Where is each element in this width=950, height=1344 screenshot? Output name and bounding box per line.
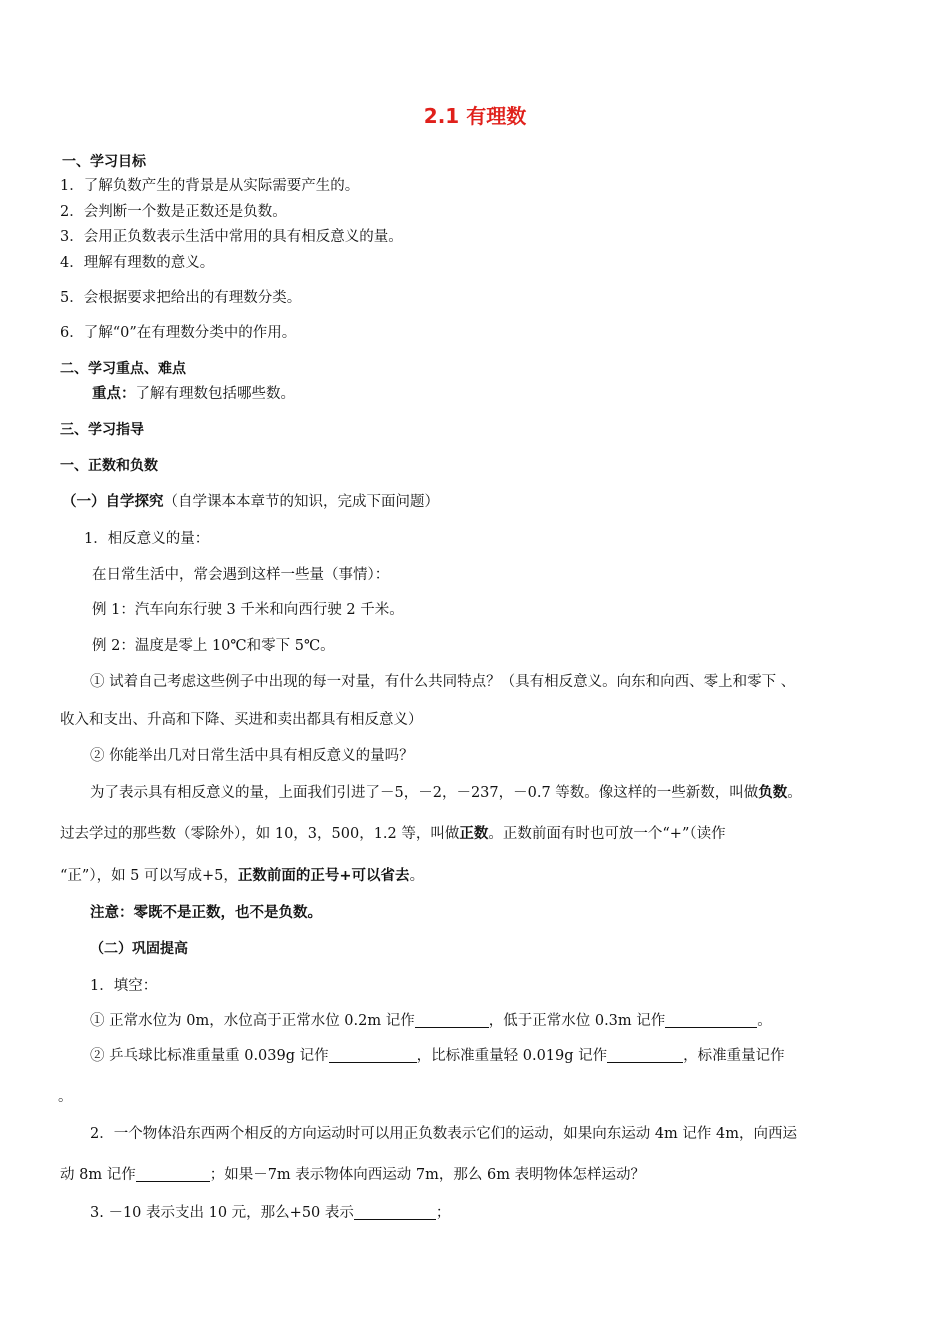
question-text: ② 乒乓球比标准重量重 0.039g 记作: [90, 1048, 329, 1064]
question-text: ；如果－7m 表示物体向西运动 7m，那么 6m 表明物体怎样运动？: [209, 1167, 646, 1183]
question-line: [90, 1203, 450, 1223]
example-1: 例 1：汽车向东行驶 3 千米和向西行驶 2 千米。: [92, 602, 404, 618]
objective-item: 6．了解“0”在有理数分类中的作用。: [60, 325, 297, 341]
bold-statement: 正数前面的正号+可以省去: [237, 868, 410, 884]
explore-line: [62, 492, 439, 512]
paragraph-text: 为了表示具有相反意义的量，上面我们引进了－5，－2，－237，－0.7 等数。像这样的一些新数，叫做: [90, 785, 759, 801]
paragraph: [90, 783, 802, 803]
paragraph: ② 你能举出几对日常生活中具有相反意义的量吗？: [90, 748, 414, 764]
question-text: ，低于正常水位 0.3m 记作: [488, 1013, 666, 1029]
page-title: 2.1 有理数: [423, 104, 527, 128]
answer-blank[interactable]: [354, 1204, 436, 1220]
explore-note: （自学课本本章节的知识，完成下面问题）: [163, 494, 439, 510]
example-2: 例 2：温度是零上 10℃和零下 5℃。: [92, 638, 335, 654]
subsection-heading-practice: （二）巩固提高: [90, 941, 188, 957]
objective-item: 1．了解负数产生的背景是从实际需要产生的。: [60, 178, 360, 194]
objective-item: 4．理解有理数的意义。: [60, 255, 215, 271]
section-heading-objectives: 一、学习目标: [62, 154, 146, 170]
question-line: [60, 1165, 645, 1185]
question-title: 1．相反意义的量：: [84, 531, 210, 547]
subsection-heading-numbers: 一、正数和负数: [60, 458, 158, 474]
question-text: 动 8m 记作: [60, 1167, 136, 1183]
answer-blank[interactable]: [136, 1166, 210, 1182]
objective-item: 3．会用正负数表示生活中常用的具有相反意义的量。: [60, 229, 403, 245]
paragraph: 收入和支出、升高和下降、买进和卖出都具有相反意义）: [60, 712, 423, 728]
paragraph: [60, 824, 726, 844]
question-text: ；: [435, 1205, 451, 1221]
paragraph-text: “正”），如 5 可以写成+5，: [60, 868, 238, 884]
answer-blank[interactable]: [607, 1047, 683, 1063]
paragraph: 在日常生活中，常会遇到这样一些量（事情）：: [92, 567, 390, 583]
answer-blank[interactable]: [665, 1012, 757, 1028]
question-text: 3. －10 表示支出 10 元，那么+50 表示: [90, 1205, 354, 1221]
question-title: 1．填空：: [90, 978, 158, 994]
question-text: ，比标准重量轻 0.019g 记作: [416, 1048, 608, 1064]
objective-item: 2．会判断一个数是正数还是负数。: [60, 204, 287, 220]
section-heading-keypoints: 二、学习重点、难点: [60, 361, 186, 377]
explore-label: （一）自学探究: [62, 494, 164, 510]
question-text: ① 正常水位为 0m，水位高于正常水位 0.2m 记作: [90, 1013, 415, 1029]
paragraph-text: 。: [787, 785, 802, 801]
answer-blank[interactable]: [329, 1047, 417, 1063]
note: 注意：零既不是正数，也不是负数。: [90, 905, 322, 921]
term-negative: 负数: [758, 785, 788, 801]
question-line: 2．一个物体沿东西两个相反的方向运动时可以用正负数表示它们的运动，如果向东运动 4m 记作 4m，向西运: [90, 1126, 797, 1142]
paragraph-text: 。: [409, 868, 425, 884]
question-text: ，标准重量记作: [683, 1048, 785, 1064]
keypoint-line: [92, 384, 295, 404]
question-line: [90, 1046, 785, 1066]
paragraph-text: 过去学过的那些数（零除外），如 10，3，500，1.2 等，叫做: [60, 826, 460, 842]
question-text: 。: [757, 1013, 772, 1029]
objective-item: 5．会根据要求把给出的有理数分类。: [60, 290, 302, 306]
question-line: [90, 1011, 772, 1031]
paragraph-text: 。正数前面有时也可放一个“+”（读作: [488, 826, 726, 842]
term-positive: 正数: [459, 826, 489, 842]
keypoint-text: 了解有理数包括哪些数。: [135, 386, 295, 402]
paragraph: ① 试着自己考虑这些例子中出现的每一对量，有什么共同特点？（具有相反意义。向东和向西、零上和零下 、: [90, 674, 796, 690]
keypoint-label: 重点：: [92, 386, 136, 402]
question-line-end: 。: [58, 1089, 73, 1105]
section-heading-guidance: 三、学习指导: [60, 422, 144, 438]
paragraph: [60, 866, 424, 886]
answer-blank[interactable]: [415, 1012, 489, 1028]
